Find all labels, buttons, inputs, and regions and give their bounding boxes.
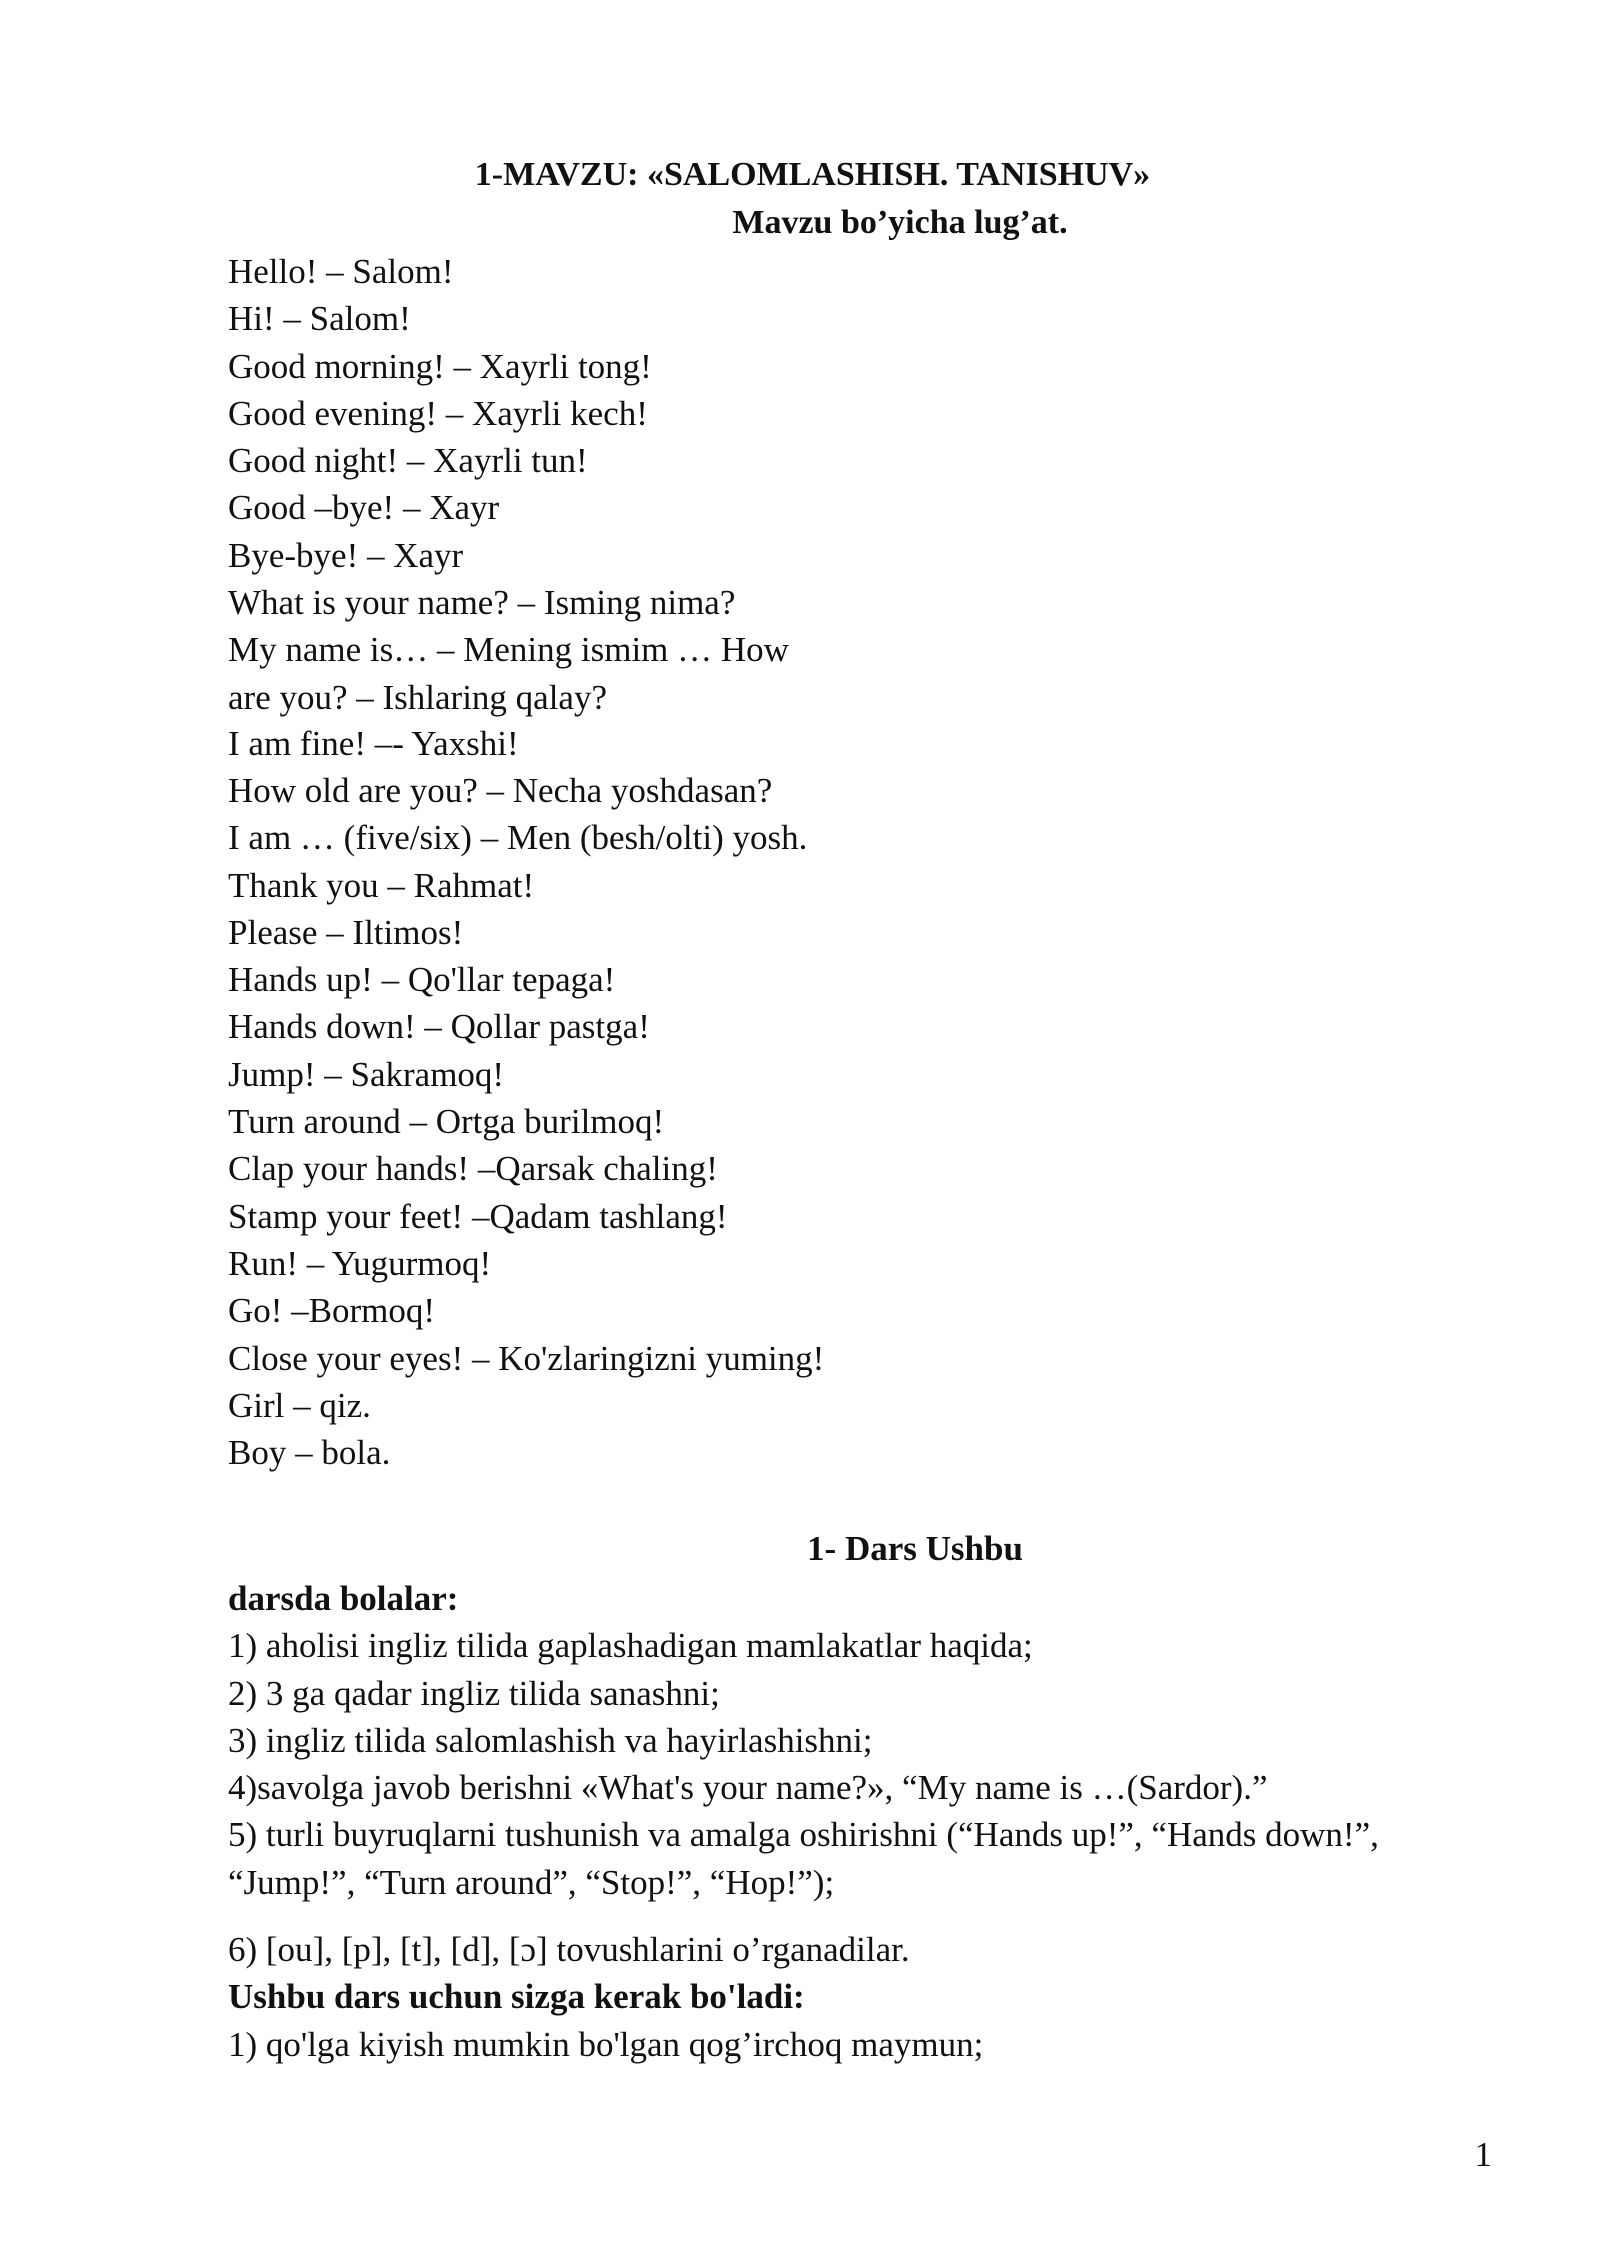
- lesson-intro: darsda bolalar:: [228, 1579, 459, 1618]
- lesson-item: 4)savolga javob berishni «What's your name?», “My name is …(Sardor).”: [228, 1768, 1268, 1808]
- vocabulary-item: I am fine! –- Yaxshi!: [228, 723, 519, 763]
- vocabulary-item: I am … (five/six) – Men (besh/olti) yosh.: [228, 818, 808, 858]
- vocabulary-item: Please – Iltimos!: [228, 912, 464, 952]
- vocabulary-item: Bye-bye! – Xayr: [228, 535, 464, 575]
- lesson-item: 6) [ou], [p], [t], [d], [ɔ] tovushlarini o’rganadilar.: [228, 1930, 910, 1970]
- vocabulary-item: Boy – bola.: [228, 1433, 391, 1473]
- vocabulary-item: Hands down! – Qollar pastga!: [228, 1007, 650, 1047]
- lesson-item: 5) turli buyruqlarni tushunish va amalga oshirishni (“Hands up!”, “Hands down!”,: [228, 1815, 1379, 1855]
- lesson-item: 3) ingliz tilida salomlashish va hayirlashishni;: [228, 1720, 873, 1760]
- vocabulary-item: Hands up! – Qo'llar tepaga!: [228, 960, 616, 1000]
- vocabulary-item: Close your eyes! – Ko'zlaringizni yuming!: [228, 1338, 825, 1378]
- vocabulary-list: [228, 248, 1378, 1476]
- vocabulary-item: What is your name? – Isming nima?: [228, 583, 736, 623]
- vocabulary-item: Jump! – Sakramoq!: [228, 1054, 505, 1094]
- vocabulary-item: Run! – Yugurmoq!: [228, 1243, 492, 1283]
- vocabulary-item: Good morning! – Xayrli tong!: [228, 346, 652, 386]
- requirements-item: 1) qo'lga kiyish mumkin bo'lgan qog’irchoq maymun;: [228, 2024, 984, 2064]
- vocabulary-item: My name is… – Mening ismim … How: [228, 630, 789, 670]
- vocabulary-item: Thank you – Rahmat!: [228, 865, 535, 905]
- vocabulary-item: How old are you? – Necha yoshdasan?: [228, 770, 773, 810]
- vocabulary-item: Go! –Bormoq!: [228, 1291, 436, 1331]
- vocabulary-item: Good –bye! – Xayr: [228, 488, 500, 528]
- paragraph-gap: [228, 1906, 1518, 1926]
- vocabulary-item: Turn around – Ortga burilmoq!: [228, 1102, 665, 1142]
- page-number: 1: [1474, 2135, 1492, 2174]
- vocabulary-item: Clap your hands! –Qarsak chaling!: [228, 1149, 718, 1189]
- lesson-item: “Jump!”, “Turn around”, “Stop!”, “Hop!”);: [228, 1862, 835, 1902]
- lesson-item: 2) 3 ga qadar ingliz tilida sanashni;: [228, 1673, 720, 1713]
- vocabulary-item: Good evening! – Xayrli kech!: [228, 393, 648, 433]
- vocabulary-item: Hello! – Salom!: [228, 252, 454, 291]
- vocabulary-item: are you? – Ishlaring qalay?: [228, 677, 608, 717]
- vocabulary-item: Hi! – Salom!: [228, 299, 411, 339]
- page-subtitle: Mavzu bo’yicha lug’at.: [732, 204, 1068, 241]
- vocabulary-item: Good night! – Xayrli tun!: [228, 441, 588, 481]
- vocabulary-item: Girl – qiz.: [228, 1385, 371, 1425]
- lesson-item: 1) aholisi ingliz tilida gaplashadigan mamlakatlar haqida;: [228, 1626, 1033, 1666]
- lesson-section: [228, 1575, 1518, 2068]
- vocabulary-item: Stamp your feet! –Qadam tashlang!: [228, 1196, 728, 1236]
- page-title: 1-MAVZU: «SALOMLASHISH. TANISHUV»: [474, 156, 1151, 193]
- requirements-heading: Ushbu dars uchun sizga kerak bo'ladi:: [228, 1977, 805, 2017]
- lesson-heading: 1- Dars Ushbu: [807, 1529, 1023, 1568]
